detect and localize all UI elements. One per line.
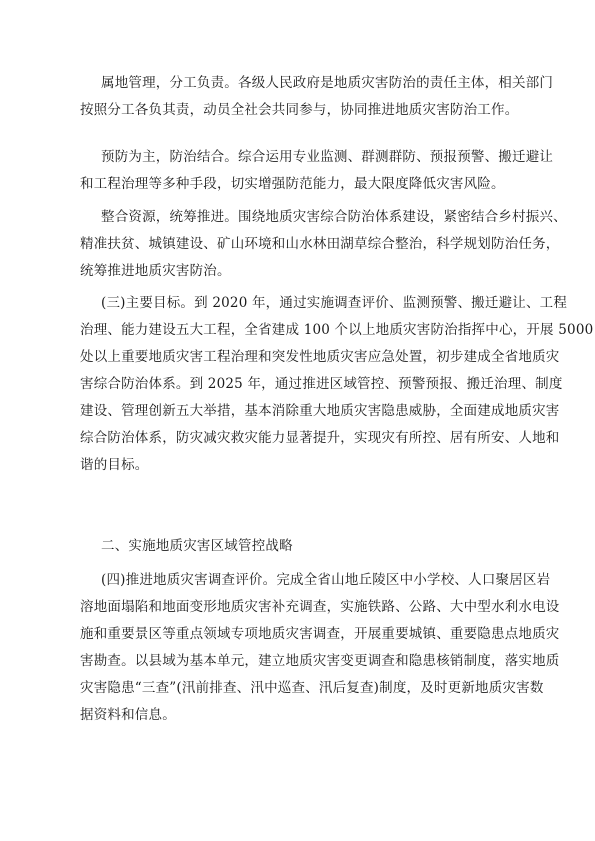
text-line: 按照分工各负其责，动员全社会共同参与，协同推进地质灾害防治工作。 [80, 102, 519, 118]
text-line: (三)主要目标。到 2020 年，通过实施调查评价、监测预警、搬迁避让、工程 [101, 295, 568, 311]
text-line: 精准扶贫、城镇建设、矿山环境和山水林田湖草综合整治，科学规划防治任务， [80, 236, 560, 252]
paragraph-main-goals [80, 290, 594, 479]
text-line: 施和重要景区等重点领域专项地质灾害调查，开展重要城镇、重要隐患点地质灾 [80, 626, 560, 642]
text-line: 和工程治理等多种手段，切实增强防范能力，最大限度降低灾害风险。 [80, 176, 505, 192]
text-line: 统筹推进地质灾害防治。 [80, 263, 231, 279]
text-line: 害勘查。以县域为基本单元，建立地质灾害变更调查和隐患核销制度，落实地质 [80, 653, 560, 669]
section-heading [80, 533, 520, 560]
paragraph-prevention [80, 144, 554, 198]
paragraph-integration [80, 204, 567, 285]
text-line: 处以上重要地质灾害工程治理和突发性地质灾害应急处置，初步建成全省地质灾 [80, 349, 560, 365]
text-line: 整合资源，统筹推进。围绕地质灾害综合防治体系建设，紧密结合乡村振兴、 [101, 209, 567, 225]
text-line: 治理、能力建设五大工程，全省建成 100 个以上地质灾害防治指挥中心，开展 5000 [80, 322, 594, 338]
text-line: 谐的目标。 [80, 457, 149, 473]
text-line: 属地管理，分工负责。各级人民政府是地质灾害防治的责任主体，相关部门 [101, 75, 554, 91]
text-line: 溶地面塌陷和地面变形地质灾害补充调查，实施铁路、公路、大中型水利水电设 [80, 599, 560, 615]
text-line: (四)推进地质灾害调查评价。完成全省山地丘陵区中小学校、人口聚居区岩 [101, 572, 551, 588]
section-heading-text: 二、实施地质灾害区域管控战略 [101, 538, 293, 554]
text-line: 预防为主，防治结合。综合运用专业监测、群测群防、预报预警、搬迁避让 [101, 149, 554, 165]
text-line: 据资料和信息。 [80, 707, 176, 723]
paragraph-responsibility [80, 70, 554, 124]
text-line: 建设、管理创新五大举措，基本消除重大地质灾害隐患威胁，全面建成地质灾害 [80, 403, 560, 419]
text-line: 害综合防治体系。到 2025 年，通过推进区域管控、预警预报、搬迁治理、制度 [80, 376, 563, 392]
text-line: 灾害隐患“三查”(汛前排查、汛中巡查、汛后复查)制度，及时更新地质灾害数 [80, 680, 544, 696]
text-line: 综合防治体系，防灾减灾救灾能力显著提升，实现灾有所控、居有所安、人地和 [80, 430, 560, 446]
paragraph-survey [80, 567, 560, 729]
